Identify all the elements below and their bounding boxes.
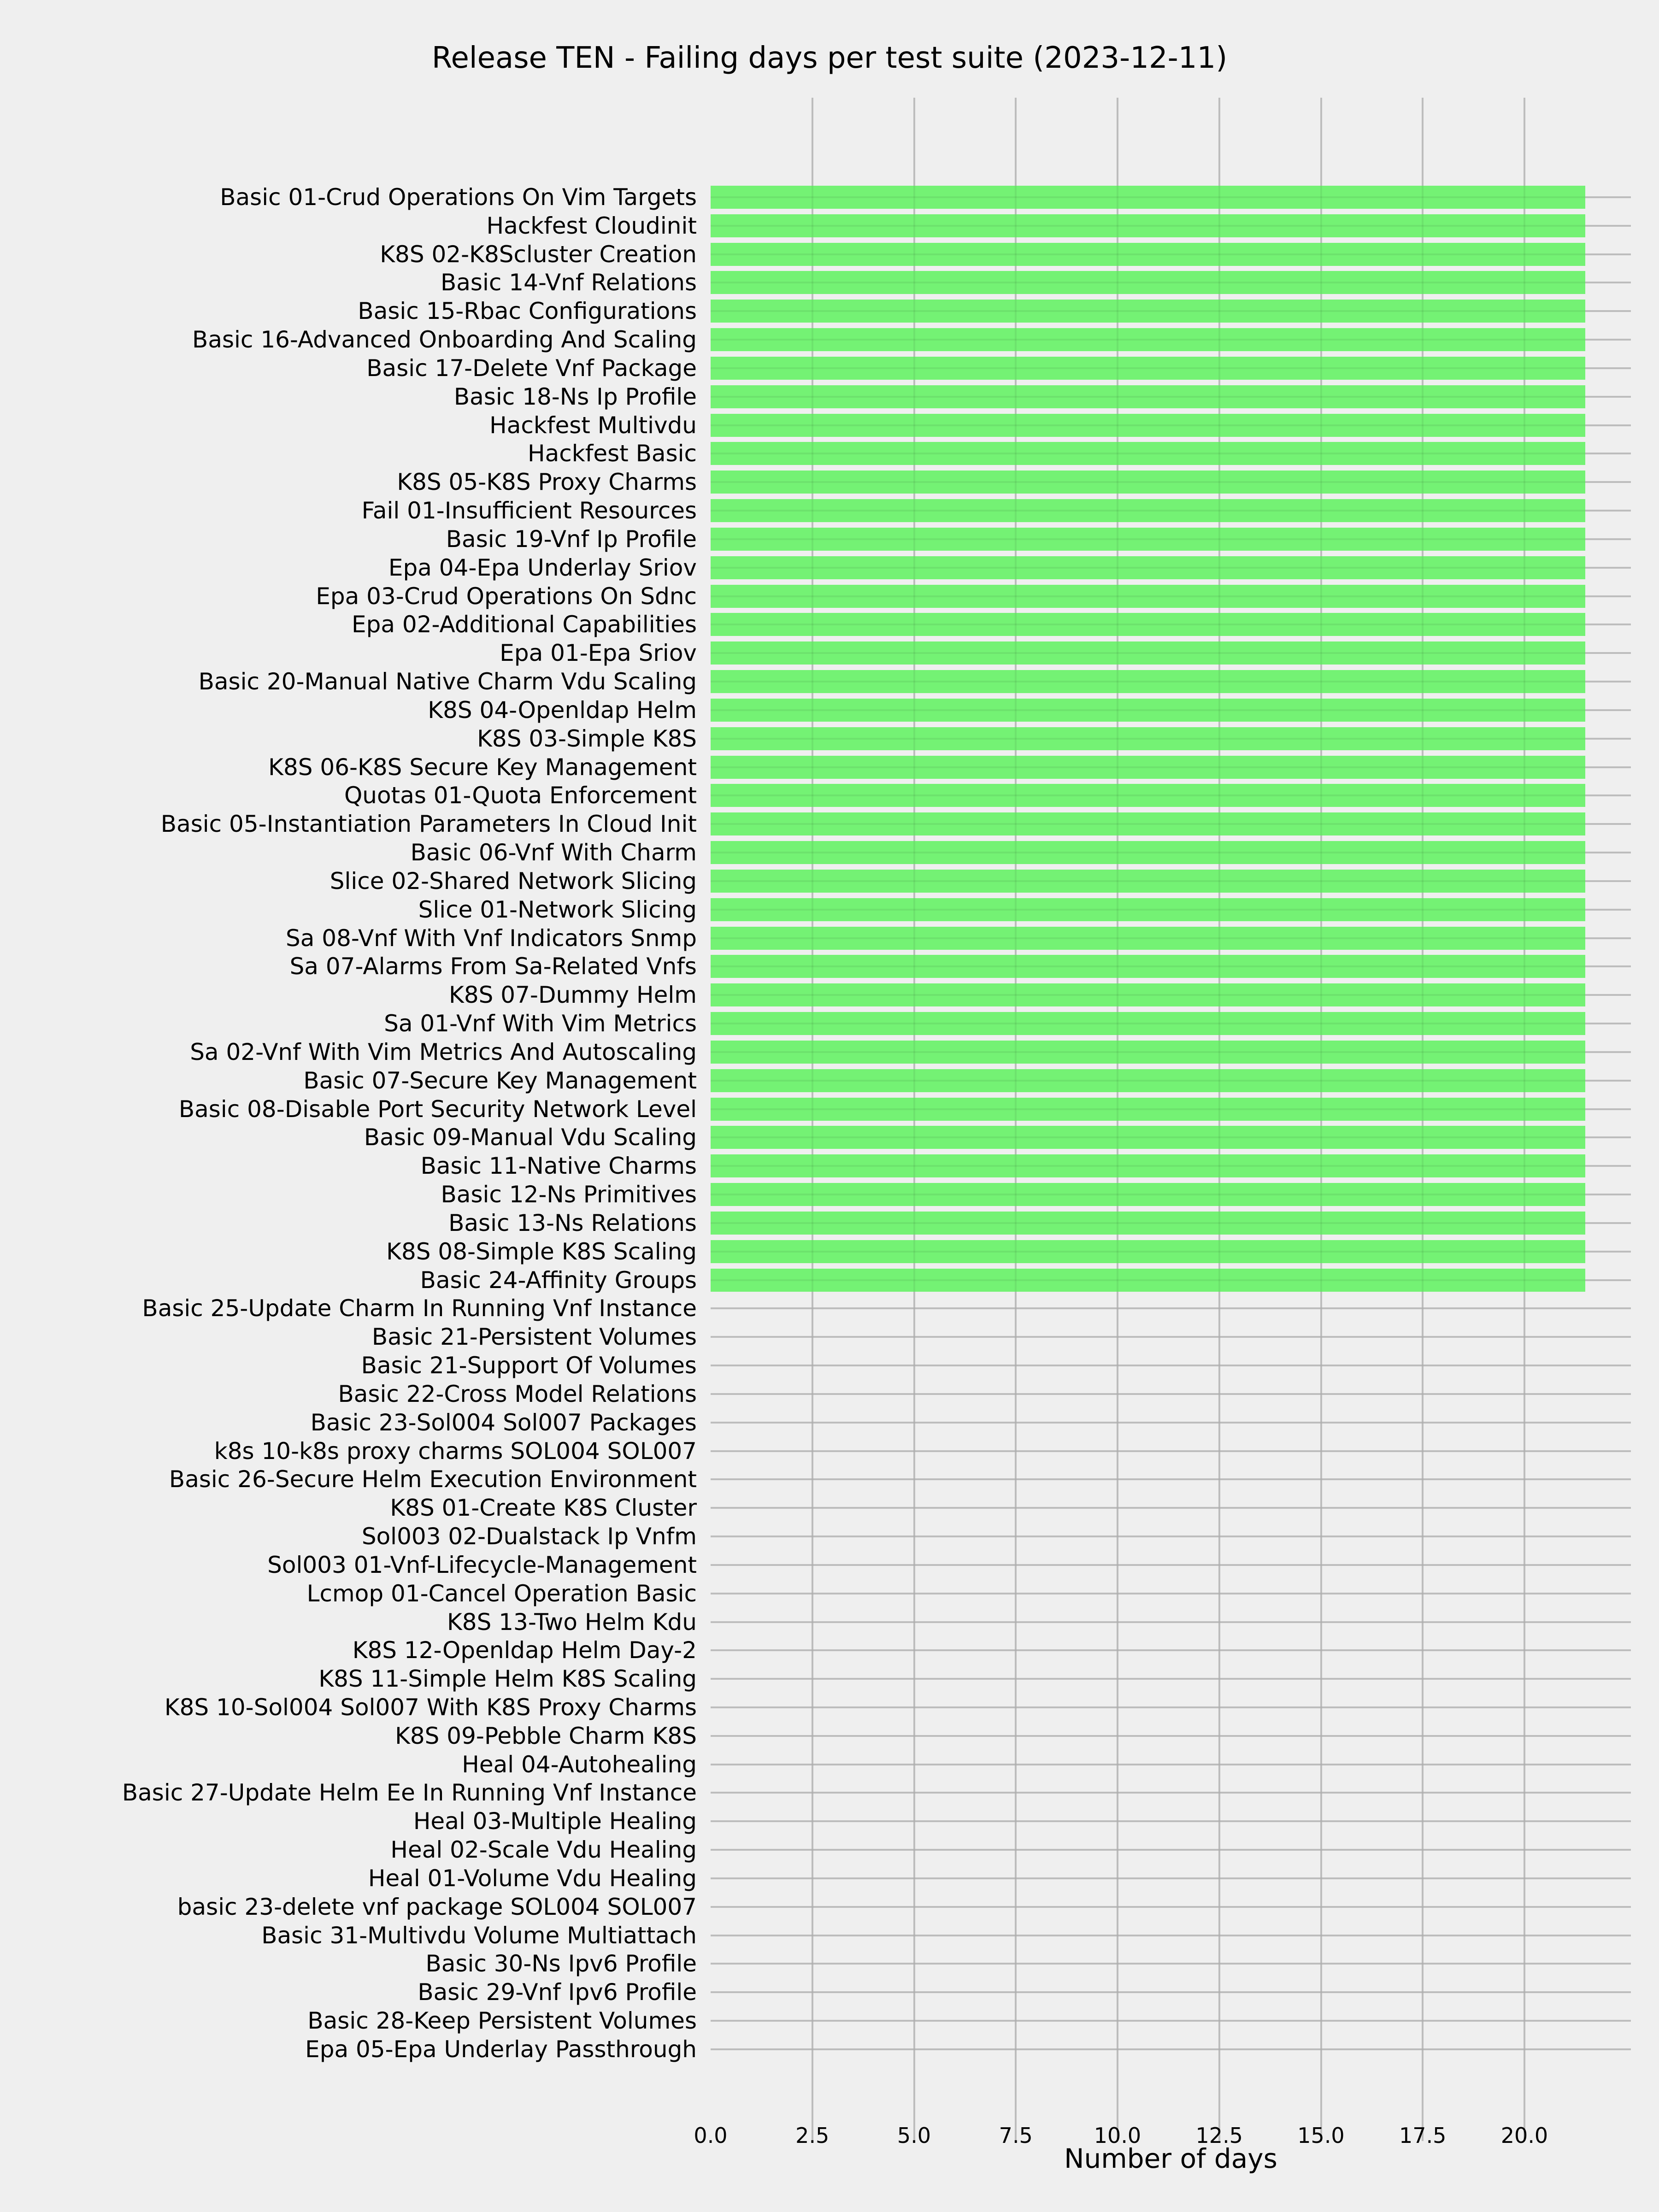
category-label: Basic 31-Multivdu Volume Multiattach: [261, 1922, 697, 1949]
grid-line-horizontal: [711, 766, 1631, 768]
category-label: Basic 08-Disable Port Security Network Level: [178, 1095, 697, 1123]
grid-line-horizontal: [711, 2048, 1631, 2050]
category-label: Basic 13-Ns Relations: [448, 1209, 697, 1236]
x-tick-label: 15.0: [1297, 2123, 1345, 2148]
category-label: Basic 16-Advanced Onboarding And Scaling: [192, 326, 697, 353]
grid-line-horizontal: [711, 852, 1631, 853]
grid-line-horizontal: [711, 1935, 1631, 1936]
category-label: Epa 01-Epa Sriov: [500, 640, 697, 667]
grid-line-horizontal: [711, 1023, 1631, 1024]
grid-line-horizontal: [711, 282, 1631, 283]
category-label: Fail 01-Insufficient Resources: [361, 497, 697, 524]
category-label: K8S 08-Simple K8S Scaling: [386, 1238, 697, 1265]
x-tick-label: 2.5: [795, 2123, 830, 2148]
grid-line-horizontal: [711, 880, 1631, 882]
grid-line-horizontal: [711, 1564, 1631, 1566]
x-tick-label: 17.5: [1399, 2123, 1447, 2148]
category-label: Basic 12-Ns Primitives: [441, 1181, 697, 1208]
category-label: Basic 11-Native Charms: [420, 1153, 697, 1180]
category-label: Heal 01-Volume Vdu Healing: [368, 1865, 697, 1892]
grid-line-vertical: [1422, 98, 1424, 2141]
category-label: Basic 09-Manual Vdu Scaling: [364, 1124, 697, 1151]
category-label: basic 23-delete vnf package SOL004 SOL007: [177, 1893, 697, 1920]
category-label: Sa 08-Vnf With Vnf Indicators Snmp: [286, 924, 697, 952]
category-label: K8S 02-K8Scluster Creation: [380, 241, 697, 268]
grid-line-horizontal: [711, 1136, 1631, 1138]
grid-line-horizontal: [711, 794, 1631, 796]
grid-line-horizontal: [711, 1792, 1631, 1794]
grid-line-horizontal: [711, 738, 1631, 740]
grid-line-horizontal: [711, 1365, 1631, 1366]
category-label: Heal 02-Scale Vdu Healing: [390, 1836, 697, 1864]
grid-line-horizontal: [711, 538, 1631, 540]
category-label: Sa 01-Vnf With Vim Metrics: [384, 1010, 697, 1037]
grid-line-horizontal: [711, 624, 1631, 625]
category-label: Sol003 01-Vnf-Lifecycle-Management: [267, 1551, 697, 1578]
grid-line-horizontal: [711, 1507, 1631, 1509]
x-tick-label: 0.0: [694, 2123, 728, 2148]
grid-line-horizontal: [711, 1735, 1631, 1737]
grid-line-horizontal: [711, 1222, 1631, 1224]
x-tick-label: 5.0: [897, 2123, 931, 2148]
grid-line-vertical: [1524, 98, 1525, 2141]
category-label: K8S 07-Dummy Helm: [449, 982, 697, 1009]
grid-line-horizontal: [711, 1535, 1631, 1537]
category-label: K8S 04-Openldap Helm: [428, 696, 697, 724]
grid-line-horizontal: [711, 424, 1631, 426]
category-label: k8s 10-k8s proxy charms SOL004 SOL007: [214, 1437, 697, 1465]
category-label: Slice 02-Shared Network Slicing: [329, 867, 697, 894]
x-tick-label: 7.5: [999, 2123, 1033, 2148]
x-axis-label: Number of days: [1064, 2143, 1277, 2174]
grid-line-horizontal: [711, 1422, 1631, 1424]
grid-line-horizontal: [711, 1080, 1631, 1082]
category-label: K8S 11-Simple Helm K8S Scaling: [318, 1665, 697, 1693]
grid-line-horizontal: [711, 1478, 1631, 1480]
category-label: Basic 25-Update Charm In Running Vnf Instance: [142, 1295, 697, 1322]
grid-line-horizontal: [711, 1906, 1631, 1908]
grid-line-horizontal: [711, 1251, 1631, 1253]
grid-line-horizontal: [711, 481, 1631, 483]
category-label: Basic 14-Vnf Relations: [440, 269, 697, 296]
category-label: K8S 10-Sol004 Sol007 With K8S Proxy Charms: [164, 1694, 697, 1721]
category-label: Epa 03-Crud Operations On Sdnc: [316, 582, 697, 610]
category-label: Basic 21-Support Of Volumes: [361, 1352, 697, 1379]
grid-line-horizontal: [711, 196, 1631, 198]
category-label: Basic 26-Secure Helm Execution Environment: [169, 1466, 697, 1493]
grid-line-horizontal: [711, 1393, 1631, 1395]
grid-line-horizontal: [711, 1336, 1631, 1338]
grid-line-horizontal: [711, 709, 1631, 711]
category-label: Epa 02-Additional Capabilities: [352, 611, 697, 638]
grid-line-horizontal: [711, 1764, 1631, 1765]
grid-line-horizontal: [711, 1963, 1631, 1965]
grid-line-horizontal: [711, 1165, 1631, 1167]
category-label: Epa 05-Epa Underlay Passthrough: [305, 2036, 697, 2063]
grid-line-horizontal: [711, 1706, 1631, 1708]
grid-line-horizontal: [711, 339, 1631, 341]
grid-line-horizontal: [711, 1593, 1631, 1594]
y-axis-labels: [0, 0, 697, 2212]
category-label: Slice 01-Network Slicing: [418, 896, 697, 923]
grid-line-horizontal: [711, 823, 1631, 825]
category-label: Epa 04-Epa Underlay Sriov: [388, 554, 697, 581]
category-label: Basic 18-Ns Ip Profile: [453, 383, 697, 410]
category-label: Basic 28-Keep Persistent Volumes: [307, 2007, 697, 2035]
category-label: Basic 20-Manual Native Charm Vdu Scaling: [198, 668, 697, 695]
grid-line-vertical: [1218, 98, 1220, 2141]
category-label: Lcmop 01-Cancel Operation Basic: [306, 1580, 697, 1607]
grid-line-horizontal: [711, 1877, 1631, 1879]
category-label: Basic 29-Vnf Ipv6 Profile: [418, 1979, 697, 2006]
category-label: Quotas 01-Quota Enforcement: [344, 782, 697, 809]
category-label: Sa 02-Vnf With Vim Metrics And Autoscaling: [190, 1038, 697, 1065]
category-label: K8S 09-Pebble Charm K8S: [395, 1722, 697, 1749]
grid-line-horizontal: [711, 595, 1631, 597]
category-label: K8S 05-K8S Proxy Charms: [397, 469, 697, 496]
category-label: Sa 07-Alarms From Sa-Related Vnfs: [289, 953, 697, 980]
grid-line-horizontal: [711, 1678, 1631, 1680]
grid-line-horizontal: [711, 965, 1631, 967]
category-label: Basic 22-Cross Model Relations: [338, 1380, 697, 1407]
category-label: Basic 27-Update Helm Ee In Running Vnf Instance: [122, 1779, 697, 1806]
grid-line-horizontal: [711, 1450, 1631, 1452]
grid-line-horizontal: [711, 1621, 1631, 1623]
category-label: K8S 12-Openldap Helm Day-2: [352, 1637, 697, 1664]
category-label: Heal 03-Multiple Healing: [413, 1808, 697, 1835]
grid-line-horizontal: [711, 510, 1631, 512]
category-label: K8S 13-Two Helm Kdu: [447, 1608, 697, 1635]
grid-line-horizontal: [711, 1307, 1631, 1309]
category-label: Basic 23-Sol004 Sol007 Packages: [310, 1409, 697, 1436]
category-label: Basic 15-Rbac Configurations: [358, 298, 697, 325]
x-tick-label: 10.0: [1094, 2123, 1141, 2148]
grid-line-horizontal: [711, 1849, 1631, 1851]
category-label: K8S 03-Simple K8S: [477, 725, 697, 752]
grid-line-horizontal: [711, 225, 1631, 227]
grid-line-horizontal: [711, 1820, 1631, 1822]
grid-line-horizontal: [711, 453, 1631, 454]
grid-line-horizontal: [711, 1108, 1631, 1110]
grid-line-vertical: [913, 98, 915, 2141]
grid-line-vertical: [812, 98, 813, 2141]
grid-line-horizontal: [711, 1051, 1631, 1053]
grid-line-horizontal: [711, 909, 1631, 911]
category-label: Basic 06-Vnf With Charm: [410, 839, 697, 866]
category-label: Hackfest Basic: [528, 440, 697, 467]
grid-line-horizontal: [711, 310, 1631, 312]
category-label: Basic 05-Instantiation Parameters In Cloud Init: [160, 811, 697, 838]
x-tick-label: 20.0: [1500, 2123, 1548, 2148]
grid-line-horizontal: [711, 937, 1631, 939]
category-label: Hackfest Multivdu: [489, 412, 697, 439]
grid-line-horizontal: [711, 1649, 1631, 1651]
grid-line-horizontal: [711, 681, 1631, 682]
grid-line-horizontal: [711, 396, 1631, 398]
plot-area: [711, 98, 1631, 2141]
grid-line-horizontal: [711, 1991, 1631, 1993]
grid-line-horizontal: [711, 1194, 1631, 1195]
x-tick-label: 12.5: [1195, 2123, 1243, 2148]
grid-line-vertical: [1117, 98, 1118, 2141]
grid-line-vertical: [1015, 98, 1017, 2141]
grid-line-horizontal: [711, 567, 1631, 569]
category-label: Heal 04-Autohealing: [462, 1751, 697, 1778]
grid-line-horizontal: [711, 652, 1631, 654]
category-label: K8S 06-K8S Secure Key Management: [268, 753, 697, 781]
category-label: K8S 01-Create K8S Cluster: [390, 1494, 697, 1522]
category-label: Basic 17-Delete Vnf Package: [366, 354, 697, 382]
category-label: Sol003 02-Dualstack Ip Vnfm: [361, 1523, 697, 1550]
grid-line-horizontal: [711, 2020, 1631, 2022]
grid-line-horizontal: [711, 994, 1631, 996]
grid-line-horizontal: [711, 1279, 1631, 1281]
category-label: Basic 07-Secure Key Management: [303, 1067, 697, 1094]
grid-line-horizontal: [711, 253, 1631, 255]
grid-line-vertical: [1320, 98, 1322, 2141]
category-label: Basic 24-Affinity Groups: [420, 1266, 697, 1294]
category-label: Basic 21-Persistent Volumes: [371, 1324, 697, 1351]
category-label: Basic 30-Ns Ipv6 Profile: [425, 1950, 697, 1977]
category-label: Basic 01-Crud Operations On Vim Targets: [220, 184, 697, 211]
category-label: Hackfest Cloudinit: [486, 212, 697, 239]
category-label: Basic 19-Vnf Ip Profile: [446, 525, 697, 553]
chart-title: Release TEN - Failing days per test suite (2023-12-11): [431, 41, 1228, 75]
grid-line-horizontal: [711, 367, 1631, 369]
